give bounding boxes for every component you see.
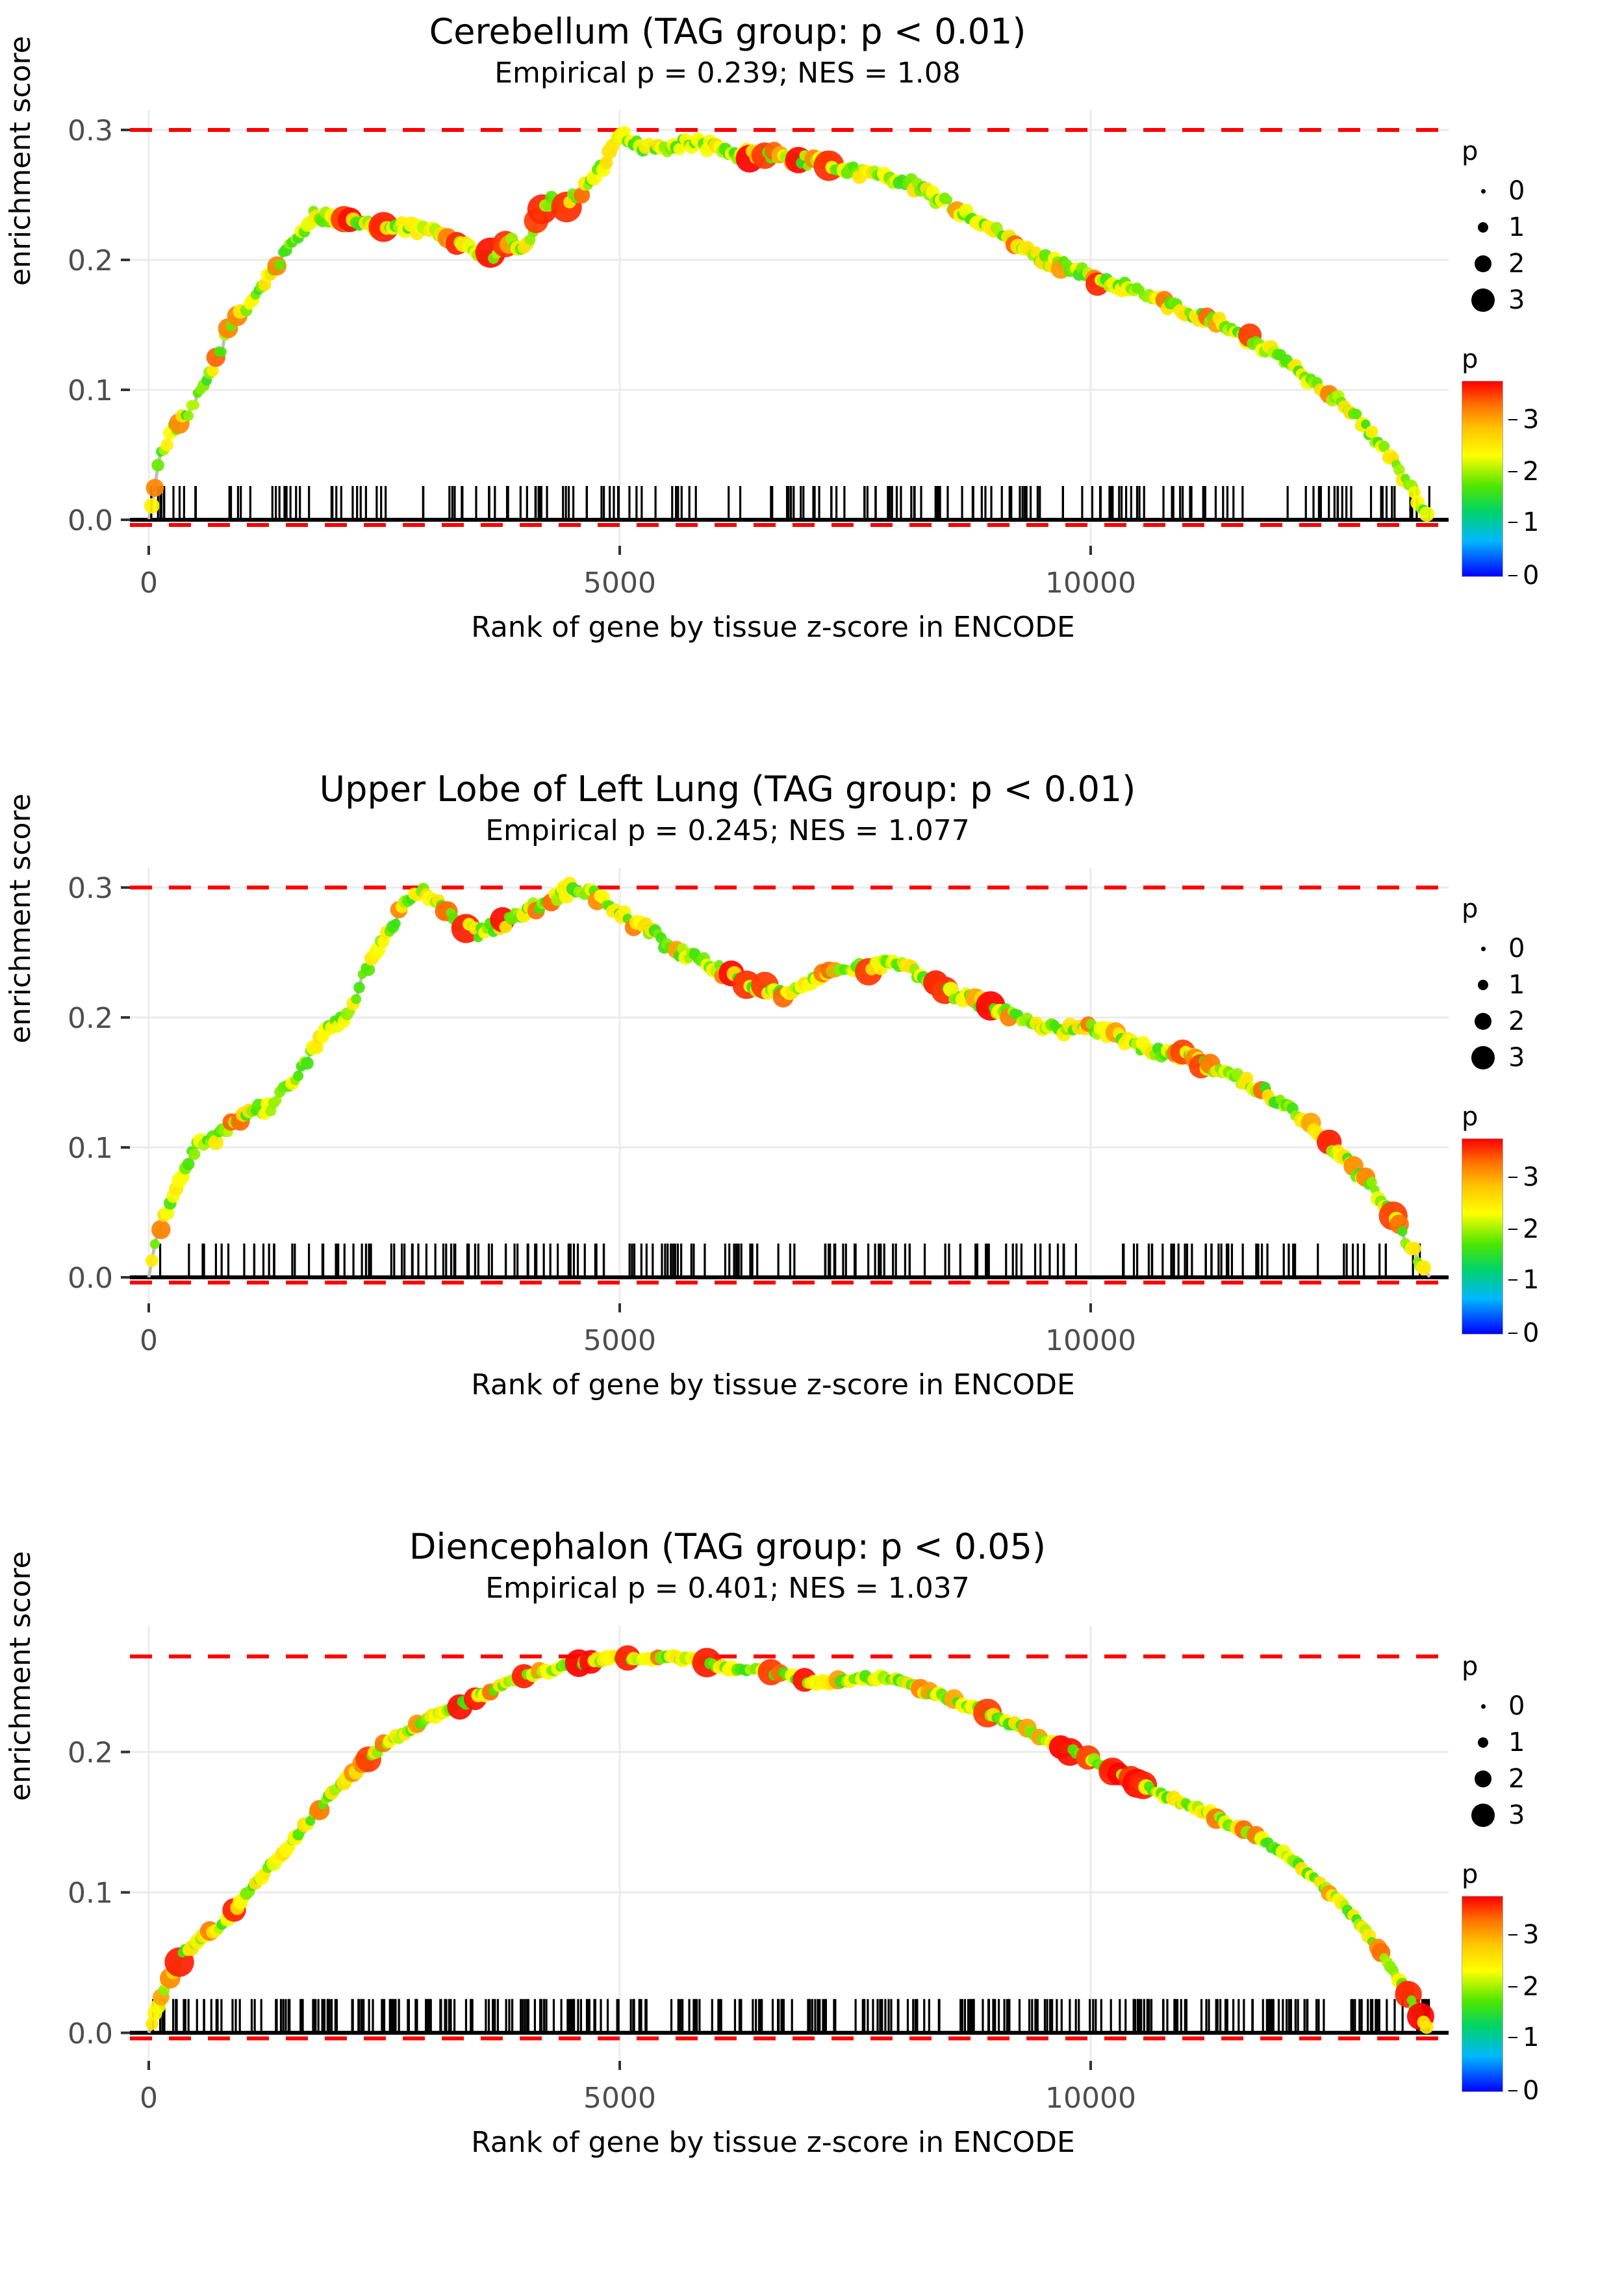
svg-text:0.2: 0.2 bbox=[68, 244, 113, 277]
size-legend-title: p bbox=[1462, 136, 1478, 166]
svg-text:5000: 5000 bbox=[583, 567, 656, 600]
color-tick bbox=[1508, 405, 1539, 435]
size-dot-3 bbox=[1462, 1804, 1504, 1827]
size-legend-label: 2 bbox=[1508, 1764, 1525, 1794]
size-legend-item bbox=[1462, 1724, 1525, 1761]
size-legend-label: 2 bbox=[1508, 1006, 1525, 1036]
panel-1-titles bbox=[0, 0, 1455, 91]
color-tick-label: 0 bbox=[1523, 1318, 1540, 1348]
svg-text:10000: 10000 bbox=[1045, 567, 1136, 600]
size-dot-1 bbox=[1462, 1737, 1504, 1748]
size-dot-0 bbox=[1462, 947, 1504, 951]
panel-1-size-legend bbox=[1462, 136, 1525, 318]
panel-2-svg bbox=[0, 849, 1455, 1414]
panel-2-size-legend bbox=[1462, 894, 1525, 1076]
size-legend-item bbox=[1462, 1040, 1525, 1076]
size-legend-label: 1 bbox=[1508, 212, 1525, 242]
svg-text:0.2: 0.2 bbox=[68, 1736, 113, 1770]
color-tick bbox=[1508, 1920, 1539, 1950]
panel-2-title: Upper Lobe of Left Lung (TAG group: p < 0.01) bbox=[319, 769, 1136, 810]
size-dot-3 bbox=[1462, 288, 1504, 312]
panel-1-svg bbox=[0, 91, 1455, 656]
size-dot-1 bbox=[1462, 980, 1504, 990]
panel-2-titles bbox=[0, 758, 1455, 849]
size-legend-title: p bbox=[1462, 1652, 1478, 1681]
size-legend-label: 0 bbox=[1508, 934, 1525, 964]
color-ramp-bar bbox=[1462, 381, 1503, 577]
color-ramp-ticks bbox=[1508, 1896, 1586, 2106]
panel-3-svg bbox=[0, 1606, 1455, 2171]
color-tick-label: 1 bbox=[1523, 1265, 1540, 1295]
svg-text:0.1: 0.1 bbox=[68, 374, 113, 407]
svg-text:0: 0 bbox=[140, 567, 158, 600]
panel-3-y-axis-label: enrichment score bbox=[4, 1551, 37, 1801]
color-tick bbox=[1508, 2023, 1539, 2052]
color-legend-title: p bbox=[1462, 344, 1478, 374]
svg-text:0.1: 0.1 bbox=[68, 1132, 113, 1165]
size-legend-item bbox=[1462, 1003, 1525, 1040]
size-legend-item bbox=[1462, 173, 1525, 209]
size-dot-3 bbox=[1462, 1046, 1504, 1069]
size-legend-item bbox=[1462, 246, 1525, 282]
panel-2-y-axis-label: enrichment score bbox=[4, 793, 37, 1043]
svg-text:0.3: 0.3 bbox=[68, 872, 113, 905]
size-dot-2 bbox=[1462, 255, 1504, 272]
panel-1-title: Cerebellum (TAG group: p < 0.01) bbox=[429, 11, 1026, 52]
svg-text:5000: 5000 bbox=[583, 2082, 656, 2115]
panel-1-y-axis-label: enrichment score bbox=[4, 36, 37, 286]
svg-text:0: 0 bbox=[140, 1324, 158, 1357]
size-legend-label: 3 bbox=[1508, 285, 1525, 315]
size-dot-0 bbox=[1462, 189, 1504, 194]
panel-1-subtitle: Empirical p = 0.239; NES = 1.08 bbox=[494, 57, 961, 90]
color-tick-label: 3 bbox=[1523, 1162, 1540, 1192]
color-tick bbox=[1508, 1265, 1539, 1295]
color-tick-label: 0 bbox=[1523, 561, 1540, 591]
color-tick-label: 2 bbox=[1523, 457, 1540, 487]
svg-text:10000: 10000 bbox=[1045, 2082, 1136, 2115]
color-tick-label: 1 bbox=[1523, 507, 1540, 537]
color-tick bbox=[1508, 1214, 1539, 1244]
svg-text:0.0: 0.0 bbox=[68, 1262, 113, 1295]
color-tick bbox=[1508, 1972, 1539, 2002]
color-tick bbox=[1508, 1162, 1539, 1192]
size-legend-item bbox=[1462, 209, 1525, 246]
size-dot-1 bbox=[1462, 222, 1504, 233]
panel-1-color-legend bbox=[1462, 344, 1540, 591]
color-tick bbox=[1508, 2076, 1539, 2106]
size-legend-label: 0 bbox=[1508, 1691, 1525, 1721]
panel-3-x-axis-label: Rank of gene by tissue z-score in ENCODE bbox=[471, 2126, 1075, 2159]
panel-2-subtitle: Empirical p = 0.245; NES = 1.077 bbox=[485, 814, 970, 847]
color-tick-label: 2 bbox=[1523, 1214, 1540, 1244]
panel-diencephalon bbox=[0, 1515, 1624, 2273]
svg-text:0.0: 0.0 bbox=[68, 504, 113, 537]
svg-text:0.0: 0.0 bbox=[68, 2017, 113, 2050]
size-legend-label: 2 bbox=[1508, 249, 1525, 279]
color-tick bbox=[1508, 561, 1539, 591]
size-legend-label: 1 bbox=[1508, 970, 1525, 1000]
size-dot-2 bbox=[1462, 1013, 1504, 1030]
panel-2-color-legend bbox=[1462, 1102, 1540, 1348]
size-legend-label: 0 bbox=[1508, 176, 1525, 206]
size-legend-title: p bbox=[1462, 894, 1478, 924]
svg-text:0: 0 bbox=[140, 2082, 158, 2115]
size-legend-item bbox=[1462, 1761, 1525, 1797]
size-legend-item bbox=[1462, 282, 1525, 318]
svg-text:5000: 5000 bbox=[583, 1324, 656, 1357]
size-legend-item bbox=[1462, 967, 1525, 1003]
color-tick-label: 3 bbox=[1523, 1920, 1540, 1950]
svg-text:0.1: 0.1 bbox=[68, 1876, 113, 1910]
color-tick-label: 3 bbox=[1523, 405, 1540, 435]
color-tick-label: 1 bbox=[1523, 2023, 1540, 2052]
panel-3-color-legend bbox=[1462, 1859, 1540, 2106]
color-ramp-bar bbox=[1462, 1896, 1503, 2092]
color-legend-title: p bbox=[1462, 1859, 1478, 1889]
panel-1-x-axis-label: Rank of gene by tissue z-score in ENCODE bbox=[471, 611, 1075, 644]
size-legend-item bbox=[1462, 1797, 1525, 1833]
size-legend-label: 1 bbox=[1508, 1728, 1525, 1757]
panel-2-x-axis-label: Rank of gene by tissue z-score in ENCODE bbox=[471, 1368, 1075, 1401]
panel-3-titles bbox=[0, 1515, 1455, 1606]
panel-cerebellum bbox=[0, 0, 1624, 758]
color-ramp-ticks bbox=[1508, 1138, 1586, 1348]
size-legend-item bbox=[1462, 1688, 1525, 1724]
size-dot-0 bbox=[1462, 1704, 1504, 1709]
color-tick bbox=[1508, 507, 1539, 537]
size-legend-label: 3 bbox=[1508, 1800, 1525, 1830]
color-tick-label: 0 bbox=[1523, 2076, 1540, 2106]
panel-3-subtitle: Empirical p = 0.401; NES = 1.037 bbox=[485, 1572, 970, 1605]
svg-text:10000: 10000 bbox=[1045, 1324, 1136, 1357]
color-tick bbox=[1508, 1318, 1539, 1348]
color-tick-label: 2 bbox=[1523, 1972, 1540, 2002]
size-legend-item bbox=[1462, 930, 1525, 967]
panel-upper-lobe-left-lung bbox=[0, 758, 1624, 1515]
svg-text:0.3: 0.3 bbox=[68, 114, 113, 147]
size-legend-label: 3 bbox=[1508, 1043, 1525, 1073]
color-tick bbox=[1508, 457, 1539, 487]
panel-3-title: Diencephalon (TAG group: p < 0.05) bbox=[409, 1526, 1047, 1567]
svg-text:0.2: 0.2 bbox=[68, 1002, 113, 1035]
size-dot-2 bbox=[1462, 1770, 1504, 1787]
panel-3-size-legend bbox=[1462, 1652, 1525, 1833]
color-legend-title: p bbox=[1462, 1102, 1478, 1132]
color-ramp-ticks bbox=[1508, 381, 1586, 591]
color-ramp-bar bbox=[1462, 1138, 1503, 1335]
